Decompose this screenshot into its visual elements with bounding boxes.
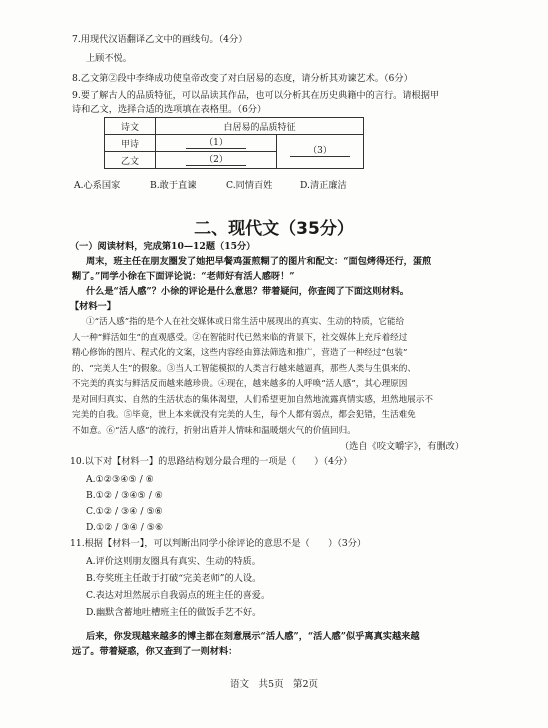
q10-option-c: C.①② / ③④ / ⑤⑥	[86, 506, 163, 517]
section-heading: （一）阅读材料，完成第10—12题（15分）	[70, 241, 256, 252]
q10-option-a: A.①②③④⑤ / ⑥	[86, 474, 154, 485]
q9-option-c: C.同情百姓	[226, 180, 273, 191]
table-header-left: 诗文	[105, 118, 156, 135]
table-blank-3[interactable]: （3）	[277, 135, 364, 169]
question-7-line: 上顾不悦。	[86, 53, 132, 64]
closing-line2: 远了。带着疑惑，你又查到了一则材料：	[72, 646, 238, 657]
material-passage	[72, 315, 492, 439]
q11-option-a: A.评价这则朋友圈具有真实、生动的特质。	[86, 556, 261, 567]
intro-p1-line2: 糊了。”同学小徐在下面评论说：“老师好有活人感呀！”	[72, 271, 295, 282]
passage-line: 精心修饰的图片、程式化的文案，这些内容经由算法筛选和推广，营造了一种经过“包装”	[72, 348, 408, 358]
question-11: 11.根据【材料一】，可以判断出同学小徐评论的意思不是（ ）（3分）	[70, 538, 367, 549]
passage-line: 的、“完美人生”的假象。③当人工智能模拟的人类言行越来越逼真，那些人类与生俱来的、	[72, 363, 416, 374]
q9-option-a: A.心系国家	[74, 180, 121, 191]
q9-option-d: D.清正廉洁	[300, 180, 347, 191]
passage-line: 不如意。⑥“活人感”的流行，折射出盾并人情味和温暖烟火气的价值回归。	[72, 425, 356, 436]
question-8: 8.乙文第②段中李绛成功使皇帝改变了对白居易的态度，请分析其劝谏艺术。（6分）	[72, 73, 413, 84]
q9-option-b: B.敢于直谏	[150, 180, 197, 191]
q11-option-d: D.幽默含蓄地吐槽班主任的做饭手艺不好。	[86, 607, 262, 618]
passage-line: 人一种“鲜活如生”的直观感受。②在智能时代已然来临的背景下，社交媒体上充斥着经过	[72, 332, 408, 343]
question-10: 10.以下对【材料一】的思路结构划分最合理的一项是（ ）（4分）	[70, 456, 353, 467]
q11-option-c: C.表达对坦然展示自我弱点的班主任的喜爱。	[86, 590, 271, 601]
trait-table	[104, 117, 364, 169]
passage-line: 是对回归真实、自然的生活状态的集体渴望，人们希望更加自然地流露真情实感，坦然地展示不	[72, 394, 433, 405]
question-7: 7.用现代汉语翻译乙文中的画线句。（4分）	[72, 34, 248, 45]
table-blank-1[interactable]: （1）	[156, 135, 277, 152]
page-footer: 语文 共5页 第2页	[229, 679, 319, 690]
source-note: （选自《咬文嚼字》，有删改）	[340, 441, 465, 452]
intro-p1-line1: 周末，班主任在朋友圈发了她把早餐鸡蛋煎糊了的图片和配文：“面包烤得还行，蛋煎	[86, 256, 432, 267]
question-9-line2: 诗和乙文，选择合适的选项填在表格里。（6分）	[72, 104, 267, 115]
table-blank-2[interactable]: （2）	[156, 152, 277, 169]
material-label: 【材料一】	[70, 301, 116, 312]
section-title: 二、现代文（35分）	[194, 219, 354, 239]
intro-p2: 什么是“活人感”？小徐的评论是什么意思？带着疑问，你查阅了下面这则材料。	[86, 286, 409, 297]
q10-option-b: B.①② / ③④⑤ / ⑥	[86, 490, 163, 501]
q10-option-d: D.①② / ③④ / ⑤⑥	[86, 522, 164, 533]
closing-line1: 后来，你发现越来越多的博主都在刻意展示“活人感”，“活人感”似乎离真实越来越	[86, 631, 420, 642]
table-row1-label: 甲诗	[105, 135, 156, 152]
question-9-line1: 9.要了解古人的品质特征，可以品读其作品，也可以分析其在历史典籍中的言行。请根据甲	[72, 90, 440, 101]
passage-line: ①“活人感”指的是个人在社交媒体或日常生活中展现出的真实、生动的特质，它能给	[86, 317, 405, 327]
passage-line: 完美的自我。⑤毕竟，世上本来就没有完美的人生，每个人都有弱点，都会犯错，生活难免	[72, 410, 416, 420]
q11-option-b: B.夸奖班主任敢于打破“完美老师”的人设。	[86, 573, 262, 584]
passage-line: 不完美的真实与鲜活反而越来越珍贵。④现在，越来越多的人呼唤“活人感”，其心理原因	[72, 379, 408, 389]
table-row2-label: 乙文	[105, 152, 156, 169]
table-header-right: 白居易的品质特征	[156, 118, 364, 135]
